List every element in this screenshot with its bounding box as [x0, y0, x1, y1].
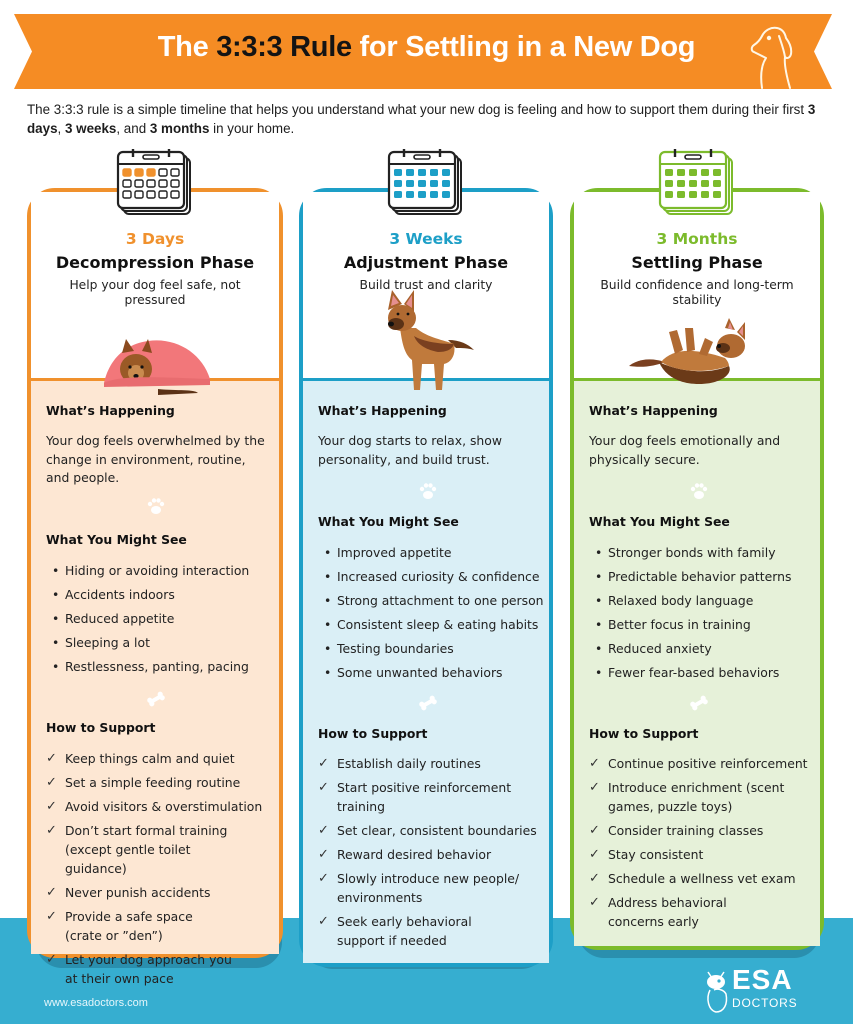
check-icon: ✓	[318, 756, 329, 771]
bone-icon	[688, 692, 710, 714]
intro-paragraph	[27, 100, 827, 138]
list-item-text: Reward desired behavior	[337, 847, 492, 862]
page-title	[0, 31, 853, 64]
list-item: • Accidents indoors	[46, 583, 276, 607]
list-item-text: Consider training classes	[608, 823, 764, 838]
section-title-how-to-support: How to Support	[589, 726, 699, 741]
intro-bold-days: 3 days	[27, 102, 816, 136]
might-see-list	[46, 559, 276, 679]
phase-duration: 3 Months	[656, 230, 738, 248]
how-to-support-list	[318, 754, 546, 955]
title-text-end: for Settling in a New Dog	[351, 31, 696, 63]
intro-text: The 3:3:3 rule is a simple timeline that helps you understand what your new dog is feeling and how to support them during their first	[27, 102, 808, 117]
section-title-might-see: What You Might See	[318, 514, 459, 529]
list-item-text: Keep things calm and quiet	[65, 751, 235, 766]
list-item	[46, 749, 271, 768]
might-see-list	[589, 541, 821, 685]
footer-website-link[interactable]: www.esadoctors.com	[44, 997, 148, 1009]
check-icon: ✓	[46, 909, 57, 924]
list-item	[318, 778, 528, 816]
list-item: • Predictable behavior patterns	[589, 565, 821, 589]
list-item: • Fewer fear-based behaviors	[589, 661, 821, 685]
logo-main-text: ESA	[732, 964, 793, 995]
list-item: • Reduced appetite	[46, 607, 276, 631]
calendar-icon	[387, 148, 465, 218]
phase-duration: 3 Weeks	[389, 230, 463, 248]
phase-name: Decompression Phase	[55, 253, 255, 272]
bone-icon	[145, 688, 167, 710]
rolling-dog-illustration	[625, 318, 755, 388]
intro-text-end: in your home.	[209, 121, 295, 136]
section-title-how-to-support: How to Support	[46, 720, 156, 735]
list-item-text: Avoid visitors & overstimulation	[65, 799, 263, 814]
section-title-whats-happening: What’s Happening	[318, 403, 447, 418]
list-item: • Relaxed body language	[589, 589, 821, 613]
intro-bold-weeks: 3 weeks	[64, 121, 117, 136]
logo-sub-text: DOCTORS	[732, 996, 798, 1010]
list-item-text: Establish daily routines	[337, 756, 481, 771]
how-to-support-list	[589, 754, 821, 936]
intro-bold-months: 3 months	[149, 121, 210, 136]
check-icon: ✓	[589, 823, 600, 838]
list-item	[46, 907, 206, 945]
calendar-icon	[658, 148, 736, 218]
title-text-bold: 3:3:3 Rule	[216, 31, 352, 63]
check-icon: ✓	[589, 895, 600, 910]
list-item	[46, 883, 271, 902]
section-title-whats-happening: What’s Happening	[46, 403, 175, 418]
check-icon: ✓	[318, 914, 329, 929]
title-text-start: The	[157, 31, 217, 63]
list-item: • Some unwanted behaviors	[318, 661, 550, 685]
list-item: • Restlessness, panting, pacing	[46, 655, 276, 679]
list-item	[46, 773, 271, 792]
list-item	[589, 821, 821, 840]
dog-under-blanket-illustration	[98, 335, 218, 395]
calendar-icon	[116, 148, 194, 218]
list-item	[589, 754, 821, 773]
how-to-support-list	[46, 749, 271, 993]
intro-sep: , and	[116, 121, 150, 136]
check-icon: ✓	[589, 780, 600, 795]
check-icon: ✓	[589, 871, 600, 886]
section-title-how-to-support: How to Support	[318, 726, 428, 741]
check-icon: ✓	[318, 780, 329, 795]
whats-happening-text: Your dog feels emotionally and physically secure.	[589, 433, 781, 467]
list-item-text: Slowly introduce new people/ environments	[337, 871, 520, 905]
check-icon: ✓	[46, 885, 57, 900]
phase-name: Settling Phase	[631, 253, 763, 272]
list-item-text: Let your dog approach you at their own pace	[65, 952, 232, 986]
paw-icon	[688, 480, 710, 502]
phase-card-decompression	[27, 188, 283, 986]
list-item: • Better focus in training	[589, 613, 821, 637]
list-item-text: Don’t start formal training (except gentle toilet guidance)	[65, 823, 228, 876]
list-item: • Consistent sleep & eating habits	[318, 613, 550, 637]
standing-dog-illustration	[378, 288, 478, 398]
list-item	[589, 869, 821, 888]
list-item: • Improved appetite	[318, 541, 550, 565]
whats-happening-text: Your dog starts to relax, show personality, and build trust.	[318, 433, 502, 467]
check-icon: ✓	[46, 775, 57, 790]
list-item: • Strong attachment to one person	[318, 589, 550, 613]
list-item-text: Set a simple feeding routine	[65, 775, 241, 790]
cat-logo-icon	[704, 968, 732, 1014]
list-item	[46, 950, 236, 988]
list-item	[318, 754, 546, 773]
section-title-whats-happening: What’s Happening	[589, 403, 718, 418]
list-item: • Stronger bonds with family	[589, 541, 821, 565]
check-icon: ✓	[318, 847, 329, 862]
list-item-text: Introduce enrichment (scent games, puzzle toys)	[608, 780, 785, 814]
list-item: • Hiding or avoiding interaction	[46, 559, 276, 583]
check-icon: ✓	[318, 871, 329, 886]
list-item-text: Continue positive reinforcement	[608, 756, 808, 771]
paw-icon	[145, 495, 167, 517]
list-item-text: Start positive reinforcement training	[337, 780, 512, 814]
list-item-text: Address behavioral concerns early	[608, 895, 727, 929]
section-title-might-see: What You Might See	[589, 514, 730, 529]
list-item: • Reduced anxiety	[589, 637, 821, 661]
section-title-might-see: What You Might See	[46, 532, 187, 547]
phase-name: Adjustment Phase	[343, 253, 509, 272]
list-item	[318, 912, 488, 950]
phase-duration: 3 Days	[125, 230, 185, 248]
check-icon: ✓	[46, 952, 57, 967]
list-item	[589, 893, 749, 931]
phase-subtitle: Build confidence and long-term stability	[600, 278, 794, 307]
whats-happening-text: Your dog feels overwhelmed by the change in environment, routine, and people.	[46, 433, 265, 485]
list-item	[318, 821, 546, 840]
list-item-text: Set clear, consistent boundaries	[337, 823, 537, 838]
intro-sep: ,	[57, 121, 65, 136]
bone-icon	[417, 692, 439, 714]
check-icon: ✓	[589, 756, 600, 771]
check-icon: ✓	[589, 847, 600, 862]
dog-outline-icon	[748, 24, 798, 90]
list-item-text: Seek early behavioral support if needed	[337, 914, 472, 948]
list-item-text: Stay consistent	[608, 847, 704, 862]
list-item	[46, 797, 271, 816]
check-icon: ✓	[46, 799, 57, 814]
phase-subtitle: Help your dog feel safe, not pressured	[69, 278, 241, 307]
list-item	[589, 845, 821, 864]
list-item	[318, 845, 546, 864]
list-item-text: Schedule a wellness vet exam	[608, 871, 796, 886]
might-see-list	[318, 541, 550, 685]
list-item: • Testing boundaries	[318, 637, 550, 661]
list-item: • Sleeping a lot	[46, 631, 276, 655]
paw-icon	[417, 480, 439, 502]
list-item-text: Never punish accidents	[65, 885, 211, 900]
phase-card-settling	[570, 188, 824, 950]
list-item	[46, 821, 246, 878]
list-item	[318, 869, 528, 907]
list-item	[589, 778, 789, 816]
list-item: • Increased curiosity & confidence	[318, 565, 550, 589]
check-icon: ✓	[46, 823, 57, 838]
esa-doctors-logo	[704, 964, 814, 1014]
check-icon: ✓	[318, 823, 329, 838]
phase-subtitle: Build trust and clarity	[359, 278, 493, 292]
check-icon: ✓	[46, 751, 57, 766]
list-item-text: Provide a safe space (crate or ”den”)	[65, 909, 193, 943]
